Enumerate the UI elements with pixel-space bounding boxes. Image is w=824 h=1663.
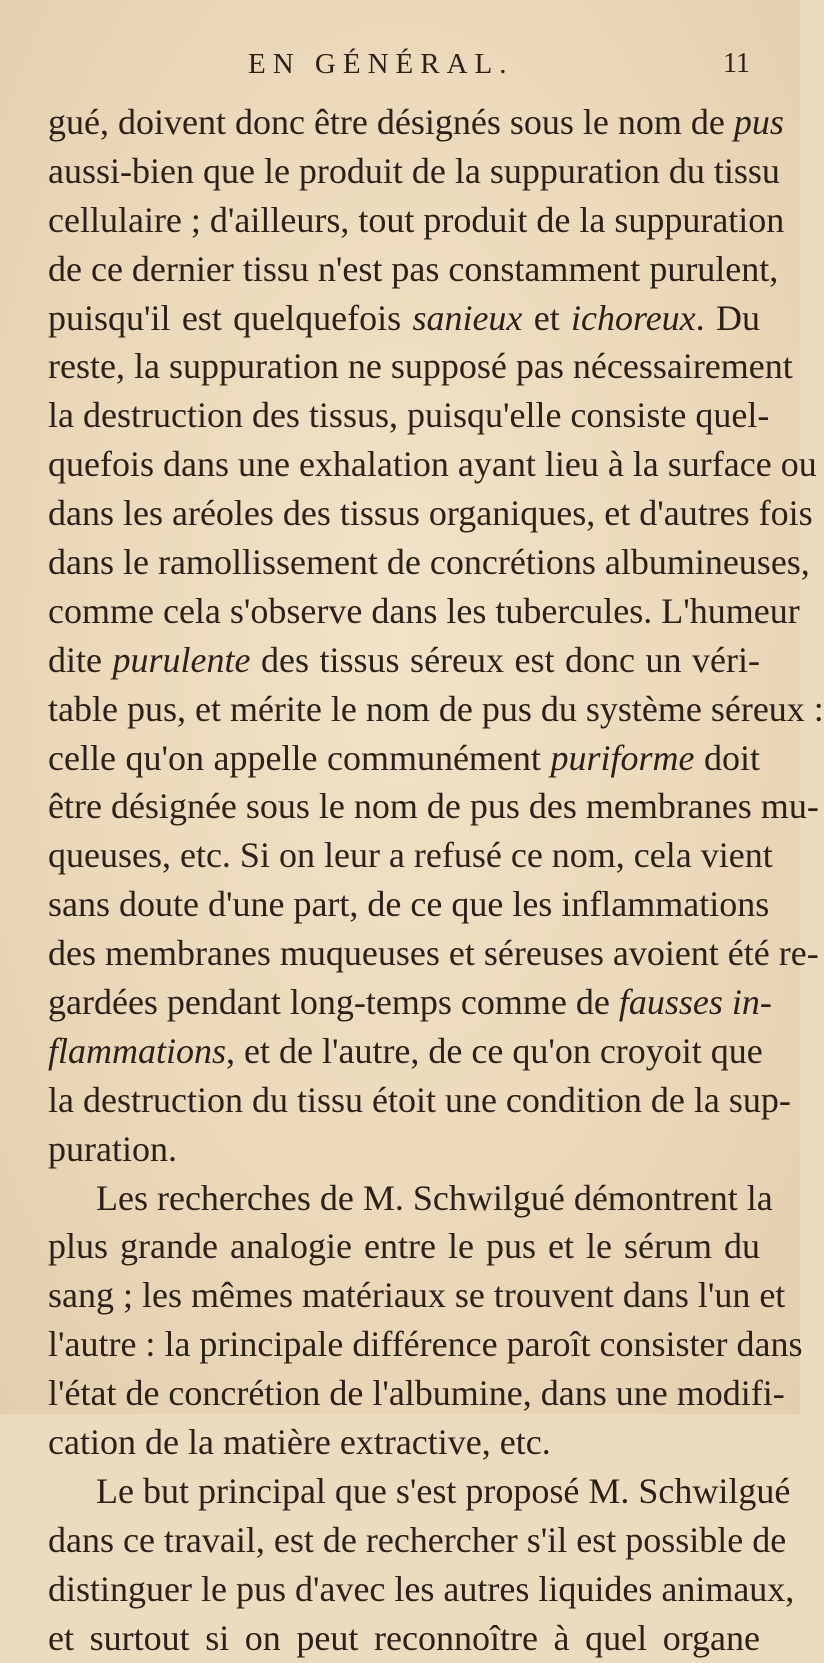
text-line [48,734,760,783]
text-segment: gué, doivent donc être désignés sous le nom de [48,102,734,142]
text-segment: distinguer le pus d'avec les autres liquides animaux, [48,1568,795,1609]
text-line [48,196,785,245]
text-line [48,636,760,685]
text-line [48,587,800,636]
text-line [48,1271,786,1320]
text-line [48,147,780,196]
text-segment: des membranes muqueuses et séreuses avoient été re- [48,933,819,974]
text-segment: , et de l'autre, de ce qu'on croyoit que [226,1030,763,1071]
text-line [48,782,819,831]
text-segment: dans le ramollissement de concrétions albumineuses, [48,542,810,583]
text-segment: table pus, et mérite le nom de pus du système séreux : [48,688,824,729]
text-line [48,489,813,538]
text-segment: et [522,297,572,338]
italic-text: sanieux [412,297,523,338]
running-title: EN GÉNÉRAL. [248,48,514,80]
text-line [48,929,819,978]
text-line [48,1467,791,1516]
text-segment: des tissus séreux est donc un véri- [250,639,760,680]
italic-text: pus [733,102,784,142]
text-line [48,1076,791,1125]
text-line [48,880,770,929]
body-text [48,98,824,1663]
text-line [48,294,760,343]
italic-text: flammations [48,1030,227,1071]
text-line [48,978,772,1027]
text-line [48,98,784,147]
text-segment: gardées pendant long-temps comme de [48,982,619,1023]
text-segment: plus grande analogie entre le pus et le sérum du [48,1226,760,1267]
italic-text: purulente [112,639,251,680]
text-segment: aussi-bien que le produit de la suppuration du tissu [48,150,780,191]
text-segment: puisqu'il est quelquefois [48,297,413,338]
text-segment: reste, la suppuration ne supposé pas nécessairement [48,346,793,387]
text-line [48,1369,785,1418]
text-segment: celle qu'on appelle communément [48,737,551,778]
text-segment: Le but principal que s'est proposé M. Schwilgué [96,1470,791,1511]
text-line [48,1320,803,1369]
text-line [48,245,779,294]
text-line [48,391,770,440]
text-line [48,1614,760,1663]
text-segment: sans doute d'une part, de ce que les inflammations [48,884,770,925]
italic-text: fausses in- [618,982,772,1023]
text-line [48,1174,773,1223]
text-segment: cellulaire ; d'ailleurs, tout produit de la suppuration [48,199,785,240]
text-segment: dite [48,639,113,680]
text-segment: l'autre : la principale différence paroît consister dans [48,1324,803,1365]
text-line [48,1222,760,1271]
text-line [48,538,810,587]
text-line [48,440,817,489]
text-line [48,1565,795,1614]
page-number: 11 [723,48,750,79]
text-segment: la destruction des tissus, puisqu'elle consiste quel- [48,395,770,436]
text-segment: sang ; les mêmes matériaux se trouvent dans l'un et [48,1275,786,1316]
text-line [48,1027,763,1076]
text-segment: quefois dans une exhalation ayant lieu à la surface ou [48,444,817,485]
text-segment: la destruction du tissu étoit une condition de la sup- [48,1079,791,1120]
text-line [48,1516,787,1565]
text-segment: dans les aréoles des tissus organiques, et d'autres fois [48,493,813,534]
text-segment: doit [694,737,760,778]
text-line [48,1125,760,1174]
text-segment: Les recherches de M. Schwilgué démontrent la [96,1177,773,1218]
text-segment: queuses, etc. Si on leur a refusé ce nom, cela vient [48,835,773,876]
text-segment: puration. [48,1128,177,1169]
text-segment: et surtout si on peut reconnoître à quel organe [48,1617,760,1658]
text-segment: l'état de concrétion de l'albumine, dans une modifi- [48,1373,785,1414]
text-segment: être désignée sous le nom de pus des membranes mu- [48,786,819,827]
text-segment: de ce dernier tissu n'est pas constamment purulent, [48,248,779,289]
italic-text: ichoreux [571,297,696,338]
italic-text: puriforme [550,737,695,778]
text-line [48,342,793,391]
text-segment: comme cela s'observe dans les tubercules. L'humeur [48,590,800,631]
text-segment: . Du [695,297,760,338]
text-line [48,831,773,880]
text-segment: cation de la matière extractive, etc. [48,1422,551,1463]
text-line [48,1418,760,1467]
text-line [48,685,824,734]
text-segment: dans ce travail, est de rechercher s'il est possible de [48,1519,787,1560]
page-header [0,48,800,88]
